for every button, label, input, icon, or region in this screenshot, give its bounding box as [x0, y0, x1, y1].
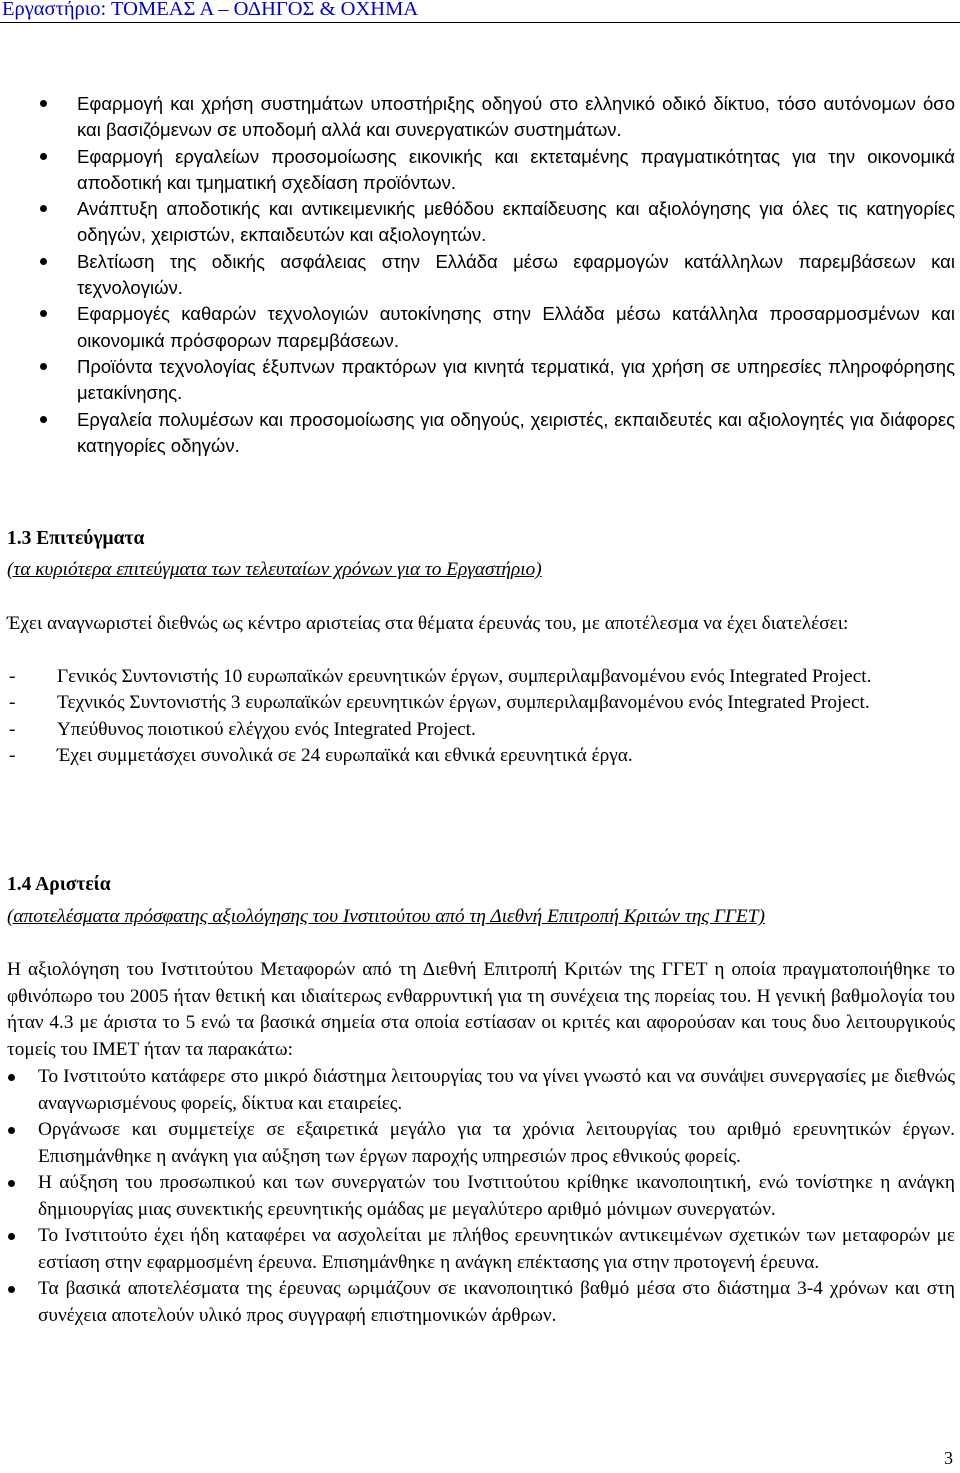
list-item: - Υπεύθυνος ποιοτικού ελέγχου ενός Integrated Project. — [7, 717, 957, 743]
list-item: Εφαρμογή εργαλείων προσομοίωσης εικονικής και εκτεταμένης πραγματικότητας για την οικονομικά αποδοτική και τμηματική σχεδίαση προϊόντων. — [0, 144, 955, 197]
objectives-list — [0, 91, 955, 459]
excellence-heading: 1.4 Αριστεία — [7, 874, 111, 895]
list-item: Οργάνωσε και συμμετείχε σε εξαιρετικά μεγάλο για τα χρόνια λειτουργίας του αριθμό ερευνητικών έργων. Επισημάνθηκε η ανάγκη για αύξηση των έργων παροχής υπηρεσιών προς εθνικούς φορείς. — [0, 1117, 955, 1170]
excellence-section — [0, 1064, 955, 1329]
dash-marker: - — [9, 692, 16, 714]
list-item: Προϊόντα τεχνολογίας έξυπνων πρακτόρων για κινητά τερματικά, για χρήση σε υπηρεσίες πληροφόρησης μετακίνησης. — [0, 354, 955, 407]
dash-marker: - — [9, 744, 16, 766]
excellence-list — [0, 1064, 955, 1329]
list-item: - Τεχνικός Συντονιστής 3 ευρωπαϊκών ερευνητικών έργων, συμπεριλαμβανομένου ενός Integrated Project. — [7, 690, 957, 716]
list-item: Εφαρμογή και χρήση συστημάτων υποστήριξης οδηγού στο ελληνικό οδικό δίκτυο, τόσο αυτόνομων όσο και βασιζόμενων σε υποδομή αλλά και συνεργατικών συστημάτων. — [0, 91, 955, 144]
dash-marker: - — [9, 666, 16, 687]
page-number: 3 — [944, 1448, 953, 1468]
list-item: Το Ινστιτούτο κατάφερε στο μικρό διάστημα λειτουργίας του να γίνει γνωστό και να συνάψει συνεργασίες με διεθνώς αναγνωρισμένους φορείς, δίκτυα και εταιρείες. — [0, 1064, 955, 1117]
list-item: Η αύξηση του προσωπικού και των συνεργατών του Ινστιτούτου κρίθηκε ικανοποιητική, ενώ τονίστηκε η ανάγκη δημιουργίας μιας συνεκτικής ερευνητικής ομάδας με μεγαλύτερο αριθμό μόνιμων συνεργατών. — [0, 1170, 955, 1223]
achievements-intro: Έχει αναγνωριστεί διεθνώς ως κέντρο αριστείας στα θέματα έρευνάς του, με αποτέλεσμα να έχει διατελέσει: — [7, 613, 849, 634]
achievements-list — [7, 664, 957, 769]
dash-marker: - — [9, 718, 16, 740]
header-title: Εργαστήριο: ΤΟΜΕΑΣ Α – ΟΔΗΓΟΣ & ΟΧΗΜΑ — [2, 0, 419, 20]
list-item: Τα βασικά αποτελέσματα της έρευνας ωριμάζουν σε ικανοποιητικό βαθμό μέσα στο διάστημα 3-4 χρόνων και στη συνέχεια αποτελούν υλικό προς συγγραφή επιστημονικών άρθρων. — [0, 1276, 955, 1329]
list-item: - Γενικός Συντονιστής 10 ευρωπαϊκών ερευνητικών έργων, συμπεριλαμβανομένου ενός Integrated Project. — [7, 664, 957, 690]
achievements-subtitle: (τα κυριότερα επιτεύγματα των τελευταίων χρόνων για το Εργαστήριο) — [7, 559, 542, 580]
list-item: - Έχει συμμετάσχει συνολικά σε 24 ευρωπαϊκά και εθνικά ερευνητικά έργα. — [7, 743, 957, 769]
excellence-intro: Η αξιολόγηση του Ινστιτούτου Μεταφορών από τη Διεθνή Επιτροπή Κριτών της ΓΓΕΤ η οποία πραγματοποιήθηκε το φθινόπωρο του 2005 ήταν θετική και ιδιαίτερως ενθαρρυντική για τη συνέχεια της πορείας του. Η γενική βαθμολογία του ήταν 4.3 με άριστα το 5 ενώ τα βασικά σημεία στα οποία εστίασαν οι κριτές και αφορούσαν και τους δυο λειτουργικούς τομείς του ΙΜΕΤ ήταν τα παρακάτω: — [7, 959, 955, 1060]
excellence-subtitle: (αποτελέσματα πρόσφατης αξιολόγησης του Ινστιτούτου από τη Διεθνή Επιτροπή Κριτών της ΓΓΕΤ) — [7, 906, 765, 927]
list-item: Το Ινστιτούτο έχει ήδη καταφέρει να ασχολείται με πλήθος ερευνητικών αντικειμένων σχετικών των μεταφορών με εστίαση στην εφαρμοσμένη έρευνα. Επισημάνθηκε η ανάγκη επέκτασης για στην προτογενή έρευνα. — [0, 1223, 955, 1276]
list-item: Εργαλεία πολυμέσων και προσομοίωσης για οδηγούς, χειριστές, εκπαιδευτές και αξιολογητές για διάφορες κατηγορίες οδηγών. — [0, 407, 955, 460]
list-item: Ανάπτυξη αποδοτικής και αντικειμενικής μεθόδου εκπαίδευσης και αξιολόγησης για όλες τις κατηγορίες οδηγών, χειριστών, εκπαιδευτών και αξιολογητών. — [0, 196, 955, 249]
list-item: Βελτίωση της οδικής ασφάλειας στην Ελλάδα μέσω εφαρμογών κατάλληλων παρεμβάσεων και τεχνολογιών. — [0, 249, 955, 302]
objectives-section — [0, 91, 955, 459]
list-item: Εφαρμογές καθαρών τεχνολογιών αυτοκίνησης στην Ελλάδα μέσω κατάλληλα προσαρμοσμένων και οικονομικά πρόσφορων παρεμβάσεων. — [0, 301, 955, 354]
achievements-section — [7, 664, 957, 769]
page-header — [0, 0, 960, 23]
achievements-heading: 1.3 Επιτεύγματα — [7, 528, 145, 549]
